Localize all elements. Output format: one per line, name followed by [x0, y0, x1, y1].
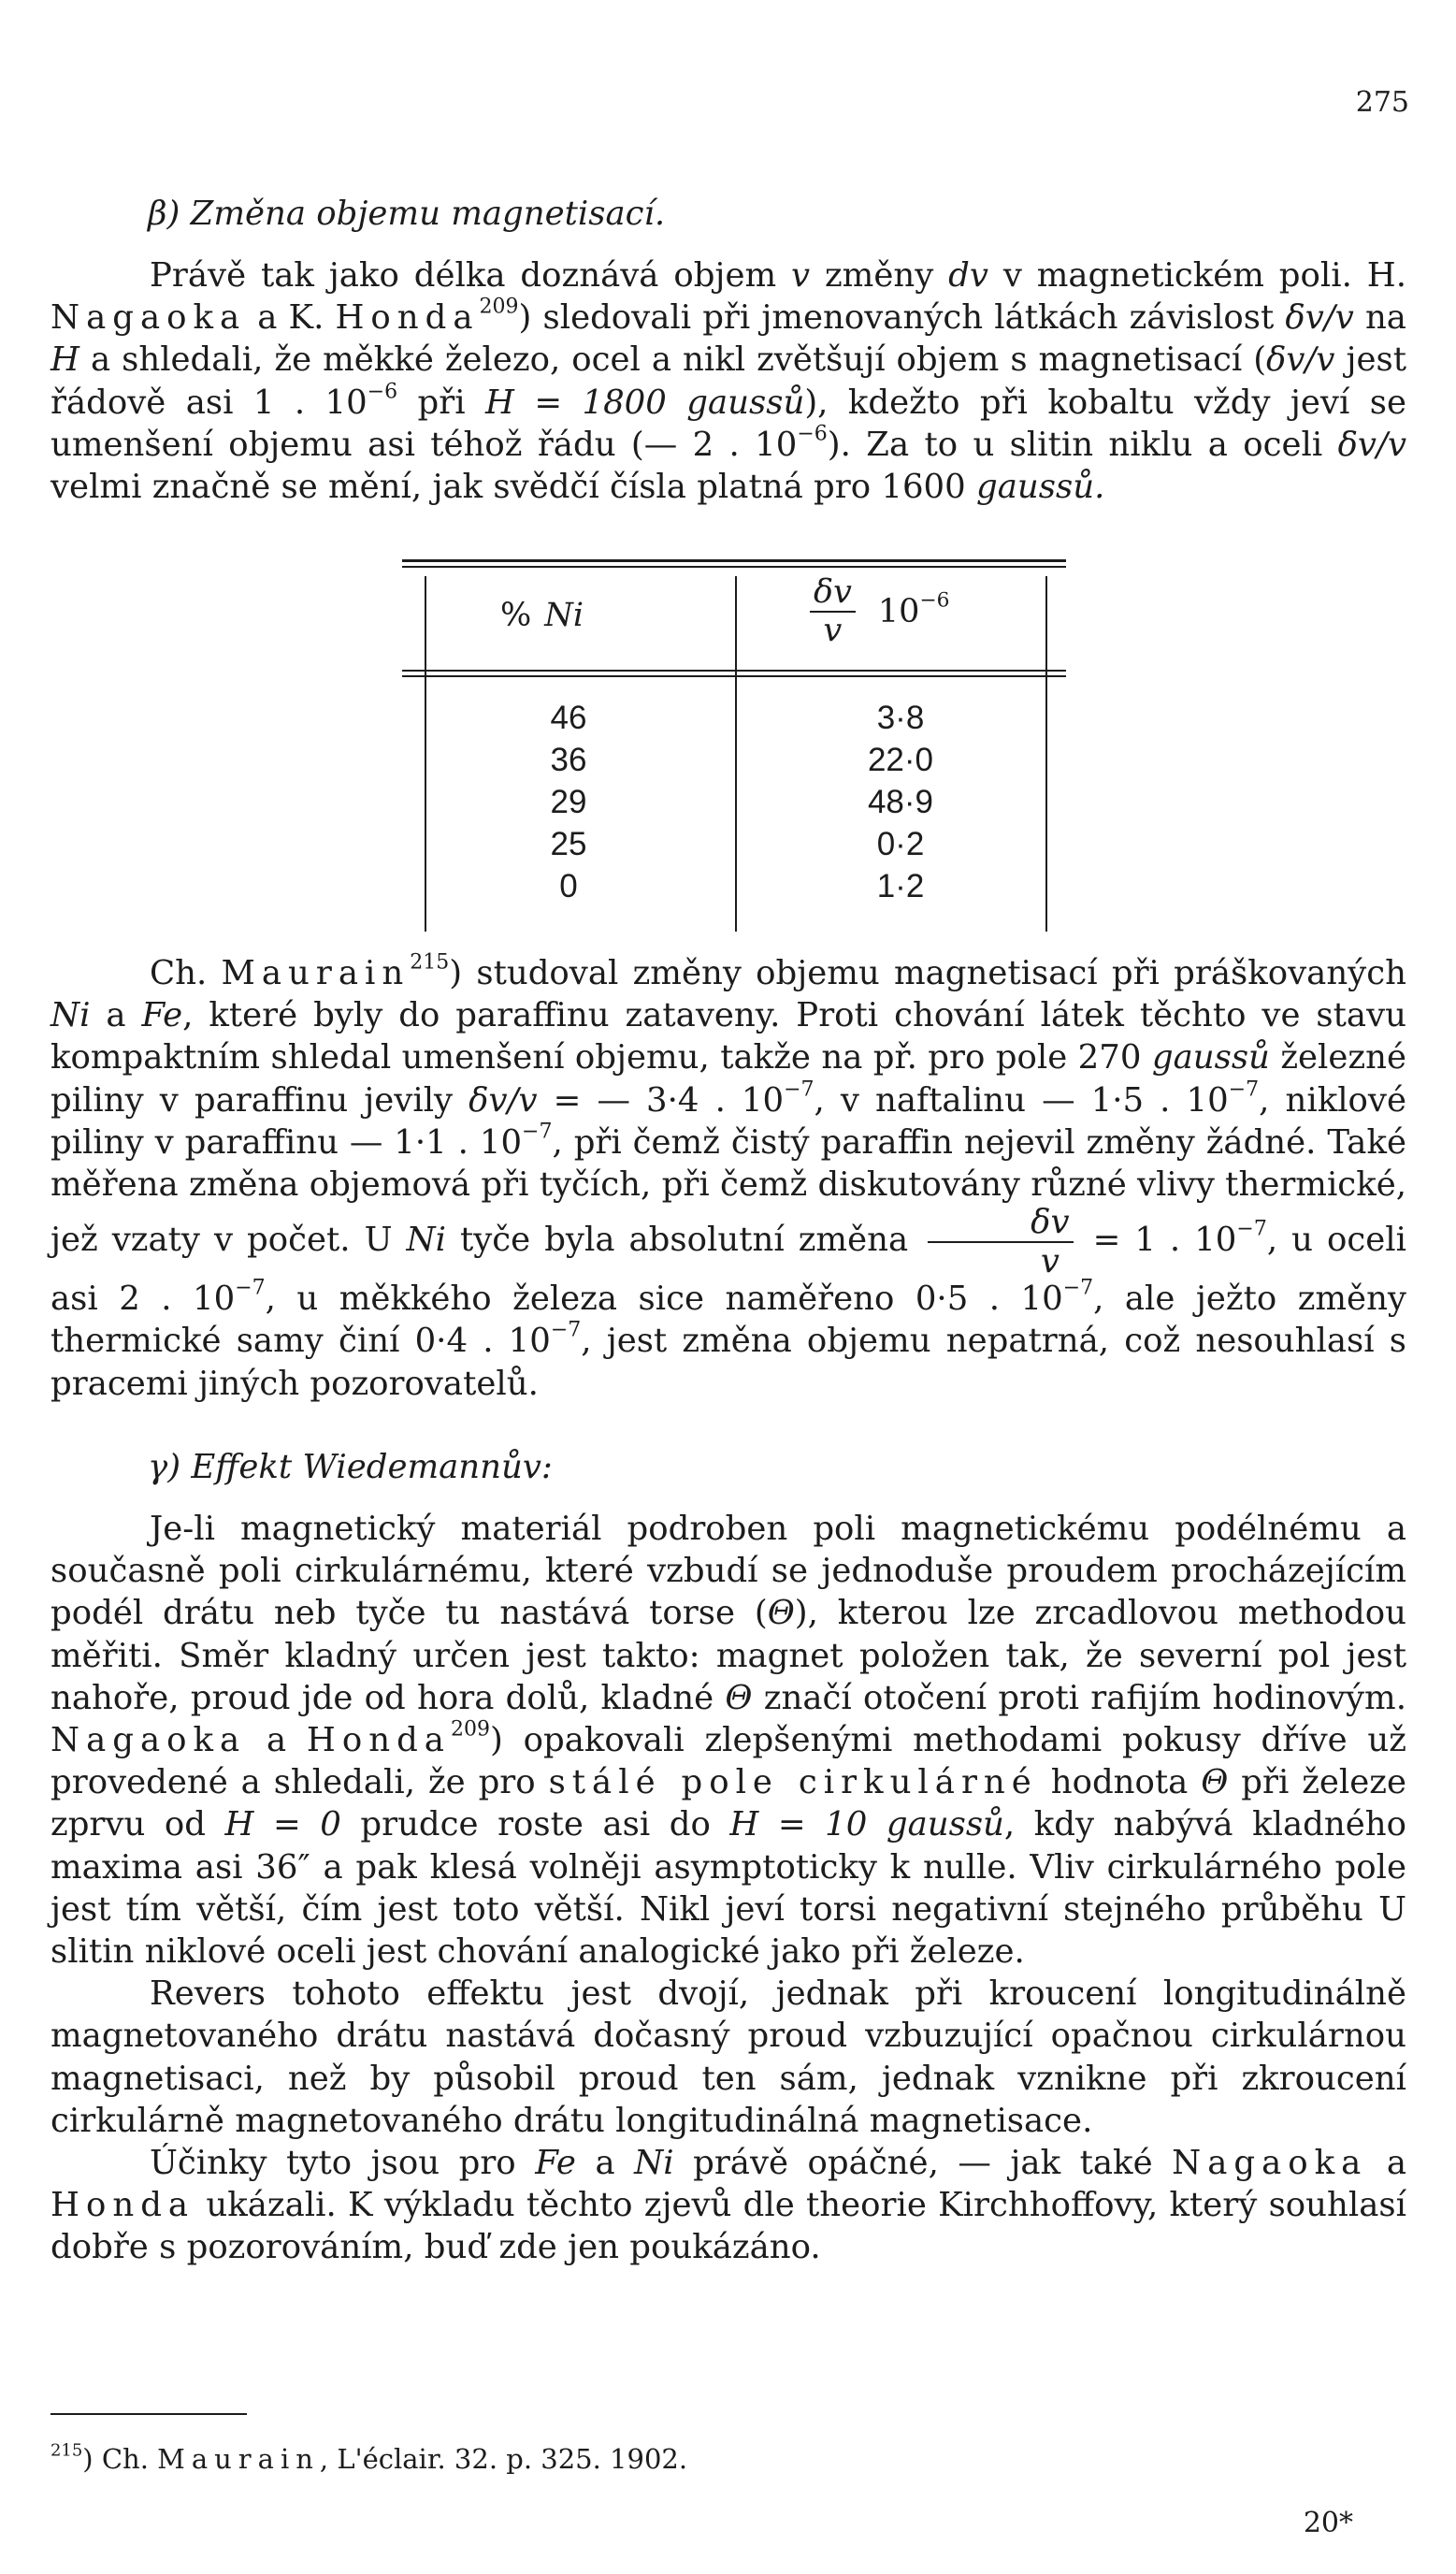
page-number: 275 — [1355, 86, 1409, 119]
author-name: Nagaoka — [50, 298, 247, 338]
author-name: Honda — [335, 298, 480, 338]
reference-mark: 215 — [410, 950, 450, 975]
author-name: Maurain — [221, 954, 411, 992]
author-name: Honda — [50, 2186, 195, 2225]
author-name: Honda — [306, 1721, 451, 1760]
table-cell-ni: 36 — [550, 742, 587, 778]
fraction-dv-v: $\frac{\delta v}{v}$ — [928, 1206, 1073, 1278]
table-cell-value: 1·2 — [876, 868, 925, 904]
nickel-volume-table — [402, 559, 1066, 933]
table-cell-value: 0·2 — [876, 826, 925, 862]
signature-mark: 20* — [1303, 2507, 1353, 2539]
section-heading-beta: β) Změna objemu magnetisací. — [148, 195, 666, 233]
table-cell-ni: 0 — [559, 868, 578, 904]
table-cell-value: 22·0 — [867, 742, 934, 778]
table-cell-ni: 25 — [550, 826, 587, 862]
footnote: $^{215}$) Ch. Maurain, L'éclair. 32. p. 325. 1902. — [50, 2440, 688, 2475]
paragraph-reverse-effect: Revers tohoto effektu jest dvojí, jednak při kroucení longitudinálně magnetovaného drátu nastává dočasný proud vzbuzující opačnou cirkulárnou magnetisaci, než by působil proud ten sám, jednak vznikne při zkroucení cirkulárně magnetovaného drátu longitudinálná magnetisace. — [50, 1974, 1406, 2140]
table-cell-value: 3·8 — [876, 700, 925, 736]
footnote-rule — [50, 2413, 247, 2415]
table-cell-ni: 46 — [550, 700, 587, 736]
table-cell-ni: 29 — [550, 784, 587, 820]
table-header-ni: % Ni — [500, 597, 584, 634]
author-name: Nagaoka — [1172, 2144, 1368, 2183]
section-heading-gamma: γ) Effekt Wiedemannův: — [148, 1448, 553, 1486]
paragraph-volume-change: Právě tak jako délka doznává objem v změny dv v magnetickém poli. H. Nagaoka a K. Honda$^{209}$) sledovali při jmenovaných látkách závislost δv/v na H a shledali, že měkké železo, ocel a nikl zvětšují objem s magnetisací (δv/v jest řádově asi 1 . $10^{-6}$ při H = 1800 gaussů), kdežto při kobaltu vždy jeví se umenšení objemu asi téhož řádu (— 2 . $10^{-6}$). Za to u slitin niklu a oceli δv/v velmi značně se mění, jak svědčí čísla platná pro 1600 gaussů. — [50, 256, 1407, 507]
paragraph-wiedemann: Je-li magnetický materiál podroben poli magnetickému podélnému a současně poli cirkulárnému, které vzbudí se jednoduše proudem procházejícím podél drátu neb tyče tu nastává torse (Θ), kterou lze zrcadlovou methodou měřiti. Směr kladný určen jest takto: magnet položen tak, že severní pol jest nahoře, proud jde od hora dolů, kladné Θ značí otočení proti rafijím hodinovým. Nagaoka a Honda$^{209}$) opakovali zlepšenými methodami pokusy dříve už provedené a shledali, že pro stálé pole cirkulárné hodnota Θ při železe zprvu od H = 0 prudce roste asi do H = 10 gaussů, kdy nabývá kladného maxima asi 36″ a pak klesá volněji asymptoticky k nulle. Vliv cirkulárného pole jest tím větší, čím jest toto větší. Nikl jeví torsi negativní stejného průběhu U slitin niklové oceli jest chování analogické jako při železe. Revers tohoto effektu jest dvojí, jednak při kroucení longitudinálně magnetovaného drátu nastává dočasný proud vzbuzující opačnou cirkulárnou magnetisaci, než by působil proud ten sám, jednak vznikne při zkroucení cirkulárně magnetovaného drátu longitudinálná magnetisace. Účinky tyto jsou pro Fe a Ni právě opáčné, — jak také Nagaoka a Honda ukázali. K výkladu těchto zjevů dle theorie Kirchhoffovy, který souhlasí dobře s pozorováním, buď zde jen poukázáno. — [50, 1508, 1406, 2269]
reference-mark: 209 — [479, 295, 519, 319]
table-cell-value: 48·9 — [867, 784, 934, 820]
reference-mark: 209 — [450, 1717, 490, 1742]
table-header-dv-v: $\frac{\delta v}{v}$ $10^{-6}$ — [804, 576, 949, 647]
author-name: Nagaoka — [50, 1721, 247, 1760]
paragraph-effects: Účinky tyto jsou pro Fe a Ni právě opáčné, — jak také Nagaoka a Honda ukázali. K výkladu těchto zjevů dle theorie Kirchhoffovy, který souhlasí dobře s pozorováním, buď zde jen poukázáno. — [50, 2144, 1406, 2267]
paragraph-maurain: Ch. Maurain$^{215}$) studoval změny objemu magnetisací při práškovaných Ni a Fe, které byly do paraffinu zataveny. Proti chování látek těchto ve stavu kompaktním shledal umenšení objemu, takže na př. pro pole 270 gaussů železné piliny v paraffinu jevily δv/v = — 3·4 . $10^{-7}$, v naftalinu — 1·5 . $10^{-7}$, niklové piliny v paraffinu — 1·1 . $10^{-7}$, při čemž čistý paraffin nejevil změny žádné. Také měřena změna objemová při tyčích, při čemž diskutovány různé vlivy thermické, jež vzaty v počet. U Ni tyče byla absolutní změna $\frac{\delta v}{v}$ = 1 . $10^{-7}$, u oceli asi 2 . $10^{-7}$, u měkkého železa sice naměřeno 0·5 . $10^{-7}$, ale ježto změny thermické samy činí 0·4 . $10^{-7}$, jest změna objemu nepatrná, což nesouhlasí s pracemi jiných pozorovatelů. — [50, 950, 1406, 1403]
